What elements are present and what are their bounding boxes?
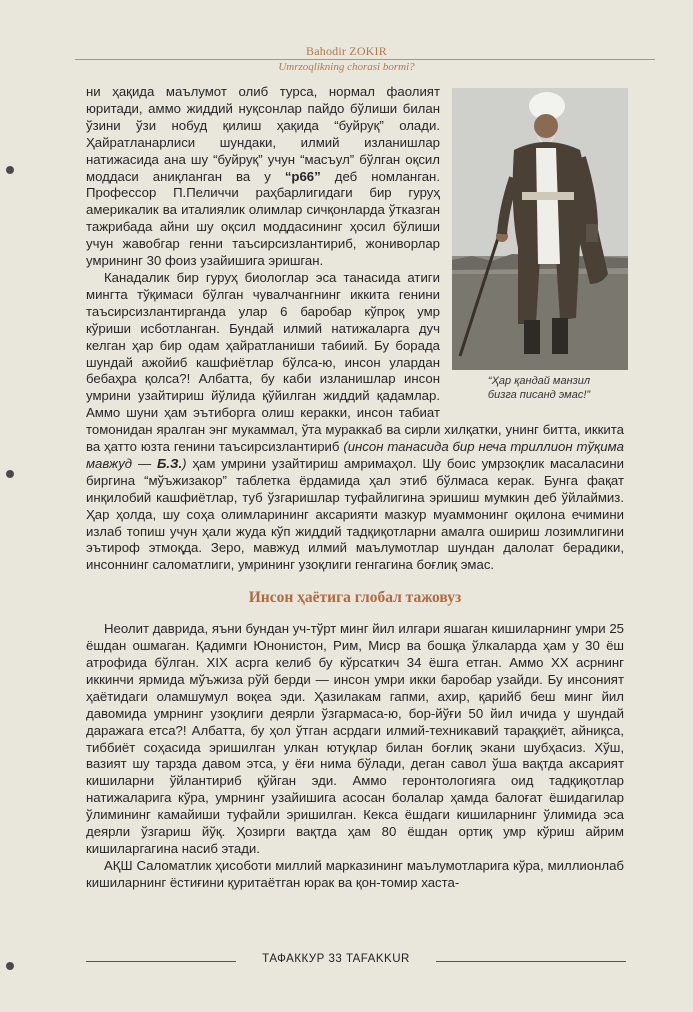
protein-code: “р66” [284,168,321,184]
p1-text-b: деб номланган. Профессор П.Пеличчи раҳбарлигидаги бир гуруҳ америкалик ва италиялик олимлар сичқонларда ўтказган тажрибада айни шу оқсил моддасининг ҳосил бўлиши учун жавобгар генни таъсирсизлантириб, жониворлар умрининг 30 фоиз узайишига эришган. [86,168,440,269]
article-body [86,84,624,892]
p2-note-initials: Б.З. [157,455,183,471]
photo-figure [450,84,628,414]
footer-rule-right [436,961,626,962]
section-title: Инсон ҳаётига глобал тажовуз [248,589,462,607]
photo-illustration [452,88,628,370]
footer-rule-left [86,961,236,962]
p2-note-text: (инсон танасида бир неча триллион тўқима мавжуд — [86,439,625,471]
p1-text-a: ни ҳақида маълумот олиб турса, нормал фаолият юритади, аммо жиддий нуқсонлар пайдо бўлиши билан ўзини ўзи нобуд қилиш ҳақида “буйруқ” олади. Ҳайратланарлиси шундаки, илмий изланишлар натижасида ана шу “буйруқ” учун “масъул” бўлган оқсил моддаси аниқланган ва у [86,84,440,184]
caption-line-2: бизга писанд эмас!” [487,389,591,401]
p2-text-b: ҳам умрини узайтириш амримаҳол. Шу боис умрзоқлик масаласини биргина “мўъжизакор” таблетка ёрдамида ҳал этиб бўлмаса керак. Бунга фақат инқилобий кашфиётлар, туб ўзгаришлар туфайлигина эришиш мумкин деб ўйлаймиз. Ҳар ҳолда, шу соҳа олимларининг аксарияти мазкур муаммонинг оқилона ечимини излаб топиш учун ҳали жуда кўп жиддий тадқиқотларни амалга ошириш лозимлигини эътироф этмоқда. Зеро, мавжуд илмий маълумотлар шундан далолат берадики, инсоннинг саломатлиги, умрининг узоқлиги генгагина боғлиқ эмас. [86,455,624,573]
binder-hole [6,166,14,174]
binder-hole [6,962,14,970]
paragraph-3: Неолит даврида, яъни бундан уч-тўрт минг йил илгари яшаган кишиларнинг умри 25 ёшдан ошмаган. Қадимги Юнонистон, Рим, Миср ва бошқа ўлкаларда ҳам у 30 ёш атрофида бўлган. XIX асрга келиб бу кўрсаткич 34 ёшга етган. Аммо XX асрнинг иккинчи ярмида мўъжиза рўй берди — инсон умри икки баробар узайди. Бу инсоният ҳаётидаги оламшумул воқеа эди. Ҳазилакам гапми, ахир, қарийб беш минг йил давомида умрнинг узоқлиги деярли ўзгармаса-ю, бор-йўғи 50 йил ичида у шундай даражага етса?! Албатта, бу ҳол ўтган асрдаги илмий-техникавий тараққиёт, айниқса, тиббиёт соҳасида эришилган улкан ютуқлар билан боғлиқ экани шубҳасиз. Хўш, вазият шу тарзда давом этса, у ёғи нима бўлади, деган савол ўша вақтда аксарият кишиларни ўйлантириб қўйган эди. Аммо геронтологияга оид тадқиқотлар натижаларига кўра, умрнинг узайишига асосан болалар ҳамда балоғат ёшидагилар ўлимининг камайиши туфайли эришилган. Кекса ёшдаги кишиларнинг ўлимида эса деярли ўзгариш йўқ. Ҳозирги вақтда ҳам 80 ёшдан ортиқ умр кўриш айрим кишиларгагина насиб этади. [86,621,624,856]
p2-text-a: Канадалик бир гуруҳ биологлар эса танасида атиги мингта тўқимаси бўлган чувалчангнинг иккита генини таъсирсизлантирганда улар 6 баробар кўпроқ умр кўриши исботланган. Бундай илмий натижаларга дуч келган ҳар бир одам ҳайратланиши табиий. Бу борада шундай ажойиб кашфиётлар бўлса-ю, инсон улардан бебаҳра қолса?! Албатта, бу каби изланишлар инсон умрини узайтириш йўлида қўйилган жиддий қадамлар. Аммо шуни ҳам эътиборга олиш керакки, инсон табиат томонидан яралган энг мукаммал, ўта мураккаб ва сирли хилқатки, унинг битта, иккита ва ҳатто юзта генини таъсирсизлантириб [86,269,624,455]
header-rule [75,59,655,60]
header-article-title: Umrzoqlikning chorasi bormi? [278,61,415,73]
paragraph-4: АҚШ Саломатлик ҳисоботи миллий марказининг маълумотларига кўра, миллионлаб кишиларнинг ёстиғини қуритаётган юрак ва қон-томир хаста- [86,857,624,890]
header-author: Bahodir ZOKIR [306,44,387,58]
elderly-man-photo [452,88,628,370]
binder-hole [6,470,14,478]
caption-line-1: “Ҳар қандай манзил [487,375,591,387]
photo-caption [450,374,628,402]
p2-note-close: ) [182,455,187,471]
page-footer: ТАФАККУР 33 TAFAKKUR [262,953,410,965]
